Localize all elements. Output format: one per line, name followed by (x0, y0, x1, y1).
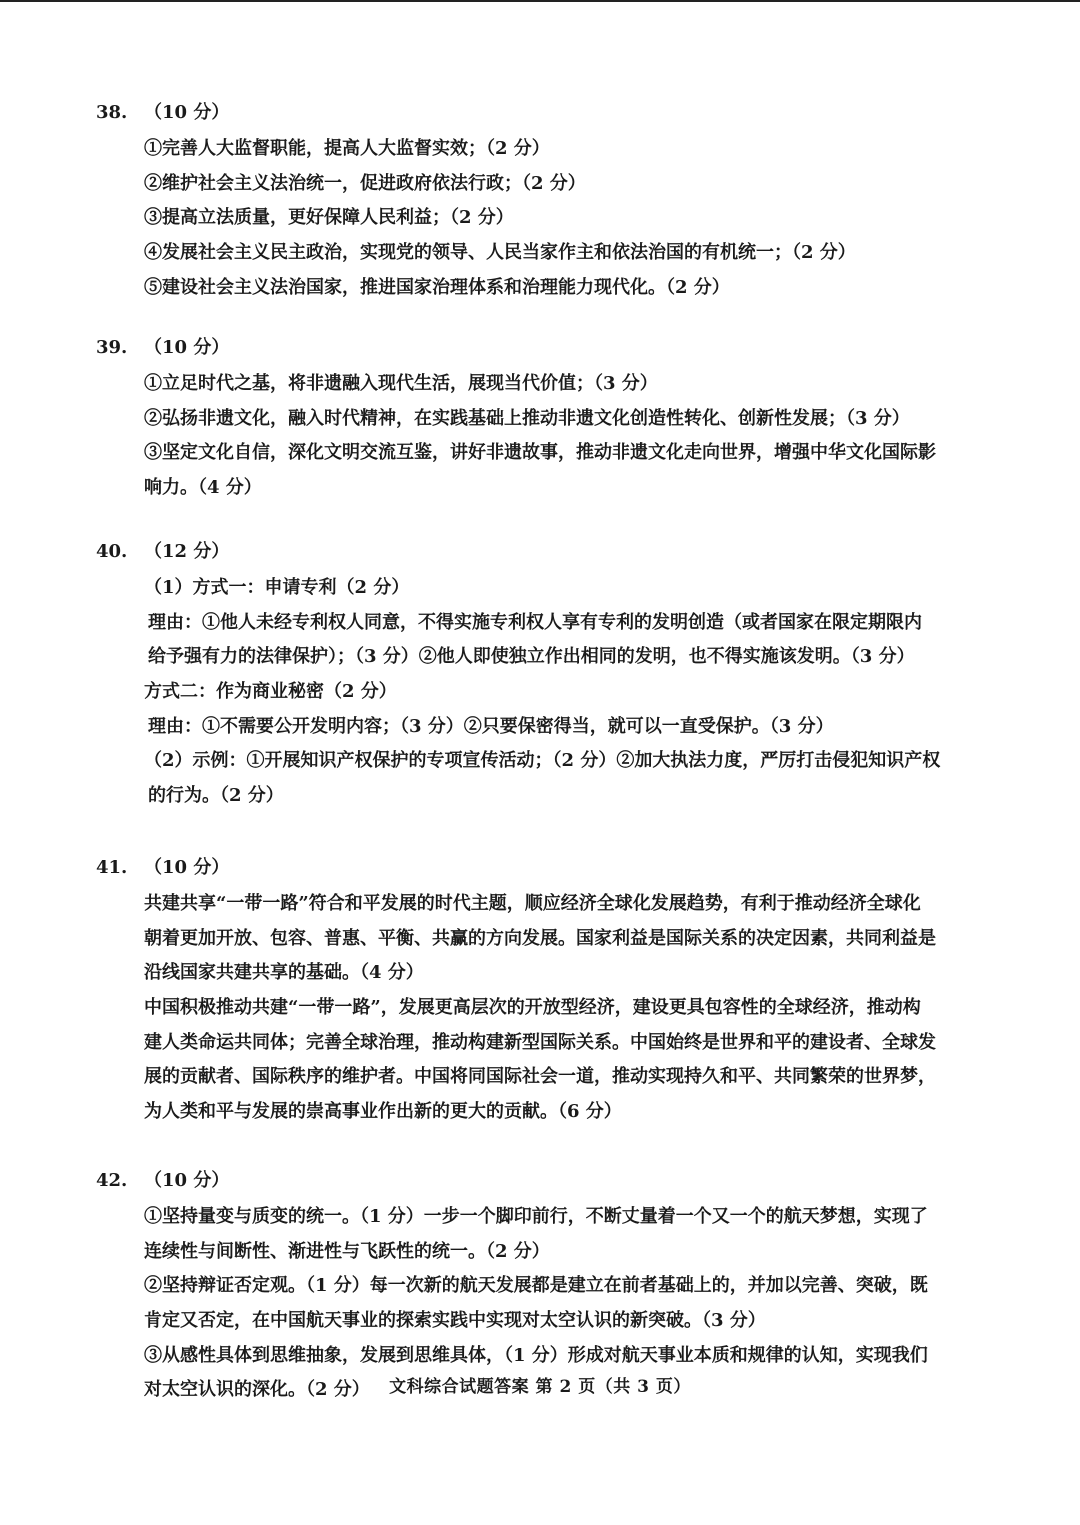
answer-line: 建人类命运共同体；完善全球治理，推动构建新型国际关系。中国始终是世界和平的建设者、全球发 (144, 1031, 936, 1053)
answer-line: （2）示例：①开展知识产权保护的专项宣传活动；（2 分）②加大执法力度，严厉打击侵犯知识产权 (144, 750, 941, 772)
question-header (96, 853, 996, 887)
answer-line: 沿线国家共建共享的基础。（4 分） (144, 962, 424, 984)
question-header (96, 537, 996, 571)
page-footer: 文科综合试题答案 第 2 页（共 3 页） (389, 1377, 691, 1397)
question-header (96, 98, 996, 132)
answer-line: ②弘扬非遗文化，融入时代精神，在实践基础上推动非遗文化创造性转化、创新性发展；（3 分） (144, 407, 910, 429)
answer-line: 朝着更加开放、包容、普惠、平衡、共赢的方向发展。国家利益是国际关系的决定因素，共同利益是 (144, 927, 936, 949)
answer-line: （1）方式一：申请专利（2 分） (144, 577, 410, 598)
answer-line: 响力。（4 分） (144, 477, 262, 499)
question-score: （10 分） (144, 337, 230, 358)
answer-line: 给予强有力的法律保护）；（3 分）②他人即使独立作出相同的发明，也不得实施该发明。（3 分） (148, 646, 915, 668)
question-score: （12 分） (144, 541, 230, 562)
question-number: 41. (96, 857, 128, 878)
question-41 (96, 853, 996, 1130)
answer-line: 共建共享“一带一路”符合和平发展的时代主题，顺应经济全球化发展趋势，有利于推动经济全球化 (144, 893, 921, 914)
answer-line: 的行为。（2 分） (148, 785, 284, 807)
answer-lines (144, 132, 982, 305)
answer-line: ②维护社会主义法治统一，促进政府依法行政；（2 分） (144, 172, 586, 194)
question-header (96, 333, 996, 367)
answer-line: 方式二：作为商业秘密（2 分） (144, 681, 397, 703)
answer-lines (144, 571, 982, 814)
top-border-line (0, 0, 1080, 2)
answer-line: 连续性与间断性、渐进性与飞跃性的统一。（2 分） (144, 1240, 550, 1262)
question-score: （10 分） (144, 1170, 230, 1191)
answer-line: 理由：①不需要公开发明内容；（3 分）②只要保密得当，就可以一直受保护。（3 分） (148, 715, 834, 737)
answer-line: 展的贡献者、国际秩序的维护者。中国将同国际社会一道，推动实现持久和平、共同繁荣的世界梦， (144, 1066, 936, 1088)
question-score: （10 分） (144, 102, 230, 123)
answer-line: ①立足时代之基，将非遗融入现代生活，展现当代价值；（3 分） (144, 373, 658, 394)
answer-line: 为人类和平与发展的崇高事业作出新的更大的贡献。（6 分） (144, 1101, 622, 1123)
answer-line: 理由：①他人未经专利权人同意，不得实施专利权人享有专利的发明创造（或者国家在限定期限内 (148, 611, 922, 633)
answer-lines (144, 367, 982, 506)
question-number: 40. (96, 541, 128, 562)
question-40 (96, 537, 996, 814)
answer-line: 肯定又否定，在中国航天事业的探索实践中实现对太空认识的新突破。（3 分） (144, 1310, 766, 1332)
answer-line: ③坚定文化自信，深化文明交流互鉴，讲好非遗故事，推动非遗文化走向世界，增强中华文化国际影 (144, 442, 936, 464)
question-score: （10 分） (144, 857, 230, 878)
answer-line: ③从感性具体到思维抽象，发展到思维具体，（1 分）形成对航天事业本质和规律的认知，实现我们 (144, 1344, 928, 1366)
question-number: 39. (96, 337, 128, 358)
question-number: 38. (96, 102, 128, 123)
answer-line: 对太空认识的深化。（2 分） (144, 1379, 370, 1401)
question-number: 42. (96, 1170, 128, 1191)
answer-line: ③提高立法质量，更好保障人民利益；（2 分） (144, 207, 514, 229)
answer-lines (144, 887, 982, 1130)
question-38 (96, 98, 996, 305)
answer-line: ①坚持量变与质变的统一。（1 分）一步一个脚印前行，不断丈量着一个又一个的航天梦想，实现了 (144, 1206, 928, 1227)
question-header (96, 1166, 996, 1200)
answer-line: 中国积极推动共建“一带一路”，发展更高层次的开放型经济，建设更具包容性的全球经济，推动构 (144, 997, 921, 1019)
answer-line: ⑤建设社会主义法治国家，推进国家治理体系和治理能力现代化。（2 分） (144, 276, 730, 298)
answer-line: ④发展社会主义民主政治，实现党的领导、人民当家作主和依法治国的有机统一；（2 分） (144, 242, 856, 264)
question-39 (96, 333, 996, 506)
answer-line: ②坚持辩证否定观。（1 分）每一次新的航天发展都是建立在前者基础上的，并加以完善、突破，既 (144, 1275, 928, 1297)
answer-line: ①完善人大监督职能，提高人大监督实效；（2 分） (144, 138, 550, 159)
